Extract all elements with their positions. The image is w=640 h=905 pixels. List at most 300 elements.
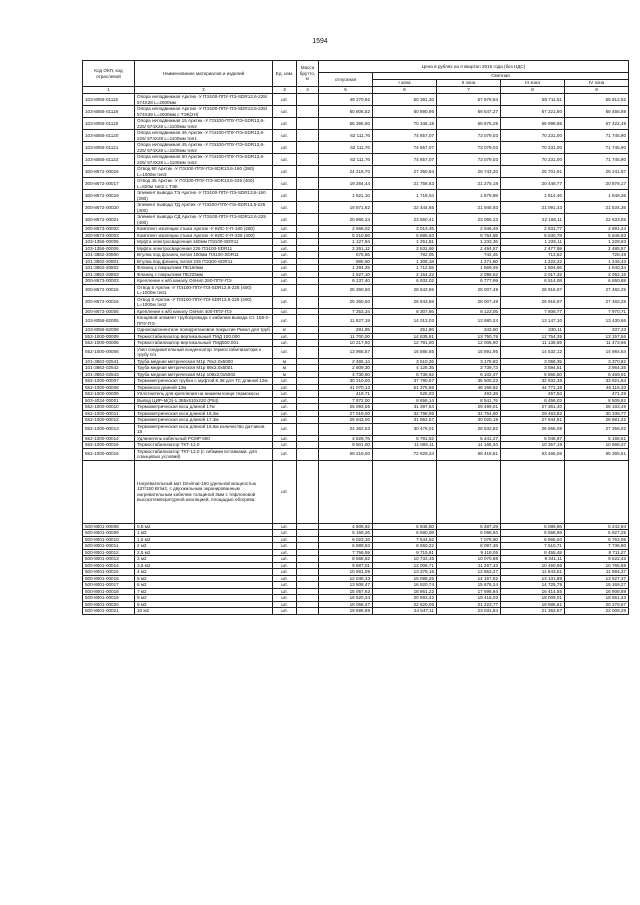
price-zone-2: 6 102,47 <box>437 371 501 378</box>
price-release: 27 019,00 <box>319 410 373 417</box>
price-release: 13 508,47 <box>319 582 373 589</box>
item-unit: шт. <box>273 460 297 523</box>
price-zone-4 <box>565 460 629 523</box>
item-name: Втулка под фланец литая 225 ПЭ100-SDR11 <box>135 258 273 265</box>
price-zone-4: 18 551,43 <box>565 595 629 602</box>
header-mass: Масса брутто, кг <box>297 61 319 87</box>
item-unit: шт. <box>273 582 297 589</box>
table-row <box>83 417 629 424</box>
price-zone-1: 74 657,07 <box>373 154 437 166</box>
item-mass <box>297 448 319 460</box>
item-code: 500-8001-00010 <box>83 536 135 543</box>
price-release: 58 219,00 <box>319 448 373 460</box>
price-zone-3: 65 998,86 <box>501 118 565 130</box>
item-code: 500-8001-00016 <box>83 575 135 582</box>
price-zone-1: 525,03 <box>373 391 437 398</box>
table-row <box>83 365 629 372</box>
price-zone-3: 5 089,66 <box>501 523 565 530</box>
item-unit: шт. <box>273 130 297 142</box>
table-row <box>83 94 629 106</box>
item-name: 2 м2 <box>135 543 273 550</box>
item-code: 500-8001-00017 <box>83 582 135 589</box>
price-zone-4: 3 964,35 <box>565 365 629 372</box>
price-zone-3: 26 558,08 <box>501 423 565 435</box>
item-name: Отвод 90 Арктик -У ПЭ100-ППУ-ПЭ-SDR13,6-160 (280) L=1000м тип3 <box>135 166 273 178</box>
table-row <box>83 404 629 411</box>
item-code: 101-3862-02543 <box>83 371 135 378</box>
price-zone-3: 8 455,48 <box>501 549 565 556</box>
table-row <box>83 226 629 233</box>
price-zone-1: 3 013,45 <box>373 226 437 233</box>
price-zone-2: 73 079,03 <box>437 154 501 166</box>
item-code: 300-8672-00016 <box>83 166 135 178</box>
price-zone-2: 3 178,93 <box>437 358 501 365</box>
price-release: 6 023,16 <box>319 536 373 543</box>
header-name: Наименование материалов и изделий <box>135 61 273 87</box>
price-zone-1: 30 476,01 <box>373 423 437 435</box>
item-unit: шт. <box>273 296 297 308</box>
table-row <box>83 371 629 378</box>
item-name: Термометрическая коса длиной 16,5м количество датчиков 18 <box>135 423 273 435</box>
price-zone-1: 27 350,84 <box>373 166 437 178</box>
table-row <box>83 333 629 340</box>
item-code: 552-1000-00009 <box>83 391 135 398</box>
price-zone-4: 5 827,25 <box>565 530 629 537</box>
price-zone-1: 1 251,81 <box>373 239 437 246</box>
price-zone-2: 13 750,78 <box>437 333 501 340</box>
table-row <box>83 271 629 278</box>
item-name: Термометрическая коса длиной 17,3м <box>135 417 273 424</box>
price-zone-2: 26 743,20 <box>437 166 501 178</box>
price-zone-2: 73 079,03 <box>437 142 501 154</box>
item-code: 500-8001-00009 <box>83 530 135 537</box>
price-zone-2: 21 275,18 <box>437 178 501 190</box>
price-zone-4: 2 891,24 <box>565 226 629 233</box>
price-zone-2: 28 632,92 <box>437 423 501 435</box>
price-zone-1: 16 920,74 <box>373 582 437 589</box>
price-zone-1: 22 444,65 <box>373 202 437 214</box>
price-zone-4: 21 534,36 <box>565 202 629 214</box>
price-zone-3: 11 138,69 <box>501 340 565 347</box>
price-release: 10 681,09 <box>319 569 373 576</box>
price-release: 12 046,33 <box>319 575 373 582</box>
table-row <box>83 448 629 460</box>
item-unit: шт. <box>273 397 297 404</box>
price-zone-4: 471,29 <box>565 391 629 398</box>
table-row <box>83 340 629 347</box>
price-zone-1: 5 791,52 <box>373 435 437 442</box>
price-release: 6 889,53 <box>319 543 373 550</box>
price-zone-2: 6 777,99 <box>437 278 501 285</box>
item-name: 0,5 м2 <box>135 523 273 530</box>
price-zone-2: 59 547,27 <box>437 106 501 118</box>
item-code: 300-8672-00021 <box>83 214 135 226</box>
price-zone-3: 70 231,00 <box>501 142 565 154</box>
price-zone-4: 22 006,29 <box>565 608 629 615</box>
item-code: 500-8001-00018 <box>83 588 135 595</box>
price-zone-2: 5 754,85 <box>437 232 501 239</box>
table-row <box>83 106 629 118</box>
price-zone-2: 13 680,24 <box>437 315 501 327</box>
price-zone-2: 1 233,36 <box>437 239 501 246</box>
price-release: 41 070,13 <box>319 384 373 391</box>
price-zone-3: 16 414,55 <box>501 588 565 595</box>
item-name: Комплект изоляции стыка Арктик -У КИС-У-П-225 (400) <box>135 232 273 239</box>
header-release-price: отпускная <box>319 73 373 87</box>
item-name: 3 м2 <box>135 556 273 563</box>
price-zone-3: 713,62 <box>501 252 565 259</box>
price-release: 8 568,82 <box>319 556 373 563</box>
item-code: 552-1000-00011 <box>83 410 135 417</box>
table-row <box>83 118 629 130</box>
price-zone-1: 1 308,18 <box>373 258 437 265</box>
item-code: 101-3862-20801 <box>83 258 135 265</box>
price-zone-4: 13 527,37 <box>565 575 629 582</box>
item-code: 552-1000-00009 <box>83 333 135 340</box>
page-number: 1594 <box>312 38 328 45</box>
price-release <box>319 460 373 523</box>
item-mass <box>297 284 319 296</box>
price-zone-1: 24 547,11 <box>373 608 437 615</box>
item-code: 300-8673-00003 <box>83 278 135 285</box>
price-zone-3: 1 225,11 <box>501 239 565 246</box>
table-row <box>83 308 629 315</box>
price-table <box>82 60 629 615</box>
item-code: 103-1356-00005 <box>83 239 135 246</box>
price-zone-1: 15 089,26 <box>373 575 437 582</box>
item-unit: шт. <box>273 226 297 233</box>
price-zone-1: 60 890,96 <box>373 106 437 118</box>
price-release: 6 137,40 <box>319 278 373 285</box>
item-unit: шт. <box>273 417 297 424</box>
price-zone-2: 14 157,82 <box>437 575 501 582</box>
price-release: 25 093,55 <box>319 404 373 411</box>
price-zone-3: 26 916,97 <box>501 284 565 296</box>
price-zone-3: 2 477,98 <box>501 245 565 252</box>
price-zone-2: 5 441,27 <box>437 435 501 442</box>
price-zone-1: 2 531,66 <box>373 245 437 252</box>
price-zone-1: 16 885,65 <box>373 346 437 358</box>
item-name: Фланец с покрытием ПЕ160мм <box>135 265 273 272</box>
item-unit: шт. <box>273 448 297 460</box>
column-index-row <box>83 87 629 94</box>
price-zone-3: 21 362,67 <box>501 608 565 615</box>
price-zone-2: 15 876,24 <box>437 582 501 589</box>
price-release: 9 587,01 <box>319 562 373 569</box>
item-code: 552-1000-00012 <box>83 417 135 424</box>
price-release: 18 058,47 <box>319 601 373 608</box>
item-name: Муфта электросварочная 225 ПЭ100-SDR11 <box>135 245 273 252</box>
item-unit: шт. <box>273 232 297 239</box>
item-name: 3,5 м2 <box>135 562 273 569</box>
price-zone-1: 18 861,22 <box>373 588 437 595</box>
price-zone-3: 14 532,12 <box>501 346 565 358</box>
item-mass <box>297 142 319 154</box>
price-zone-3: 63 466,06 <box>501 448 565 460</box>
price-release: 62 111,76 <box>319 130 373 142</box>
item-name: Труба медная метрическая М1р 76х2,0х5000 <box>135 358 273 365</box>
item-code: 552-1000-00008 <box>83 384 135 391</box>
item-code: 500-8001-00019 <box>83 595 135 602</box>
price-zone-4: 30 338,77 <box>565 410 629 417</box>
price-release: 1 627,10 <box>319 271 373 278</box>
item-code: 300-8673-00002 <box>83 226 135 233</box>
price-zone-4: 16 908,89 <box>565 588 629 595</box>
item-mass <box>297 190 319 202</box>
item-code: 103-8055-01115 <box>83 94 135 106</box>
price-zone-4: 71 745,90 <box>565 154 629 166</box>
price-zone-2: 493,28 <box>437 391 501 398</box>
header-zone-4: IV зона <box>565 80 629 87</box>
item-mass <box>297 130 319 142</box>
price-zone-4: 71 745,90 <box>565 130 629 142</box>
price-zone-4: 26 241,87 <box>565 166 629 178</box>
item-name: Опора неподвижная 45 Арктик -У ПЭ100-ППУ-ПЭ-SDR13,6-225/ 574Х28 L=1100мм тип1 <box>135 130 273 142</box>
item-unit: шт. <box>273 378 297 385</box>
price-zone-1: 351,86 <box>373 327 437 334</box>
item-code: 500-8001-00020 <box>83 601 135 608</box>
item-unit: шт. <box>273 569 297 576</box>
price-release: 2 668,02 <box>319 226 373 233</box>
price-release: 62 111,76 <box>319 154 373 166</box>
price-zone-3: 6 514,08 <box>501 278 565 285</box>
price-release: 4 608,92 <box>319 523 373 530</box>
price-release: 5 159,26 <box>319 530 373 537</box>
item-unit: шт. <box>273 190 297 202</box>
item-code: 103-8055-82008 <box>83 327 135 334</box>
price-zone-4: 28 681,42 <box>565 417 629 424</box>
item-code: 103-8055-01121 <box>83 142 135 154</box>
item-code: 500-8001-00013 <box>83 556 135 563</box>
item-name: Комплект изоляции стыка Арктик -У КИС-У-П-160 (280) <box>135 226 273 233</box>
price-zone-3: 12 754,35 <box>501 333 565 340</box>
item-name: 6 м2 <box>135 582 273 589</box>
item-unit: м <box>273 358 297 365</box>
item-mass <box>297 423 319 435</box>
price-zone-4: 5 198,61 <box>565 435 629 442</box>
price-release: 1 294,25 <box>319 265 373 272</box>
item-name: Удлинитель кабельный PCMP 650 <box>135 435 273 442</box>
price-zone-2: 742,45 <box>437 252 501 259</box>
price-zone-4: 10 668,37 <box>565 442 629 449</box>
item-code: 300-8672-00019 <box>83 190 135 202</box>
price-zone-2: 8 123,05 <box>437 308 501 315</box>
price-zone-1: 31 397,64 <box>373 404 437 411</box>
price-release: 2 809,30 <box>319 365 373 372</box>
item-unit: м <box>273 371 297 378</box>
col-index: 6 <box>373 87 437 94</box>
item-code: 500-8001-00014 <box>83 562 135 569</box>
price-release: 13 965,57 <box>319 346 373 358</box>
table-row <box>83 358 629 365</box>
price-zone-4: 20 876,17 <box>565 178 629 190</box>
item-name: Втулка под фланец литая 160мм ПЭ100-SDR11 <box>135 252 273 259</box>
item-unit: шт. <box>273 166 297 178</box>
price-zone-1: 2 154,22 <box>373 271 437 278</box>
price-zone-2: 8 541,76 <box>437 397 501 404</box>
item-code: 101-3862-20803 <box>83 271 135 278</box>
item-unit: шт. <box>273 258 297 265</box>
price-zone-3: 1 222,22 <box>501 258 565 265</box>
table-row <box>83 142 629 154</box>
item-name: Термостабилизатор ТКТ-12,0 (с гибкими вставками, для сланцевых условий) <box>135 448 273 460</box>
price-zone-2: 10 070,88 <box>437 556 501 563</box>
price-release: 25 643,00 <box>319 417 373 424</box>
item-mass <box>297 608 319 615</box>
table-row <box>83 258 629 265</box>
item-unit: шт. <box>273 435 297 442</box>
price-zone-4: 6 469,01 <box>565 371 629 378</box>
table-row <box>83 190 629 202</box>
item-code: 300-8672-00015 <box>83 284 135 296</box>
price-zone-1: 12 781,90 <box>373 340 437 347</box>
price-zone-3: 14 725,79 <box>501 582 565 589</box>
item-name: Термостабилизатор вертикальный ТМД500.001 <box>135 340 273 347</box>
price-zone-2: 5 487,29 <box>437 523 501 530</box>
price-release: 419,71 <box>319 391 373 398</box>
item-code: 552-1000-00014 <box>83 435 135 442</box>
price-release: 16 520,34 <box>319 595 373 602</box>
price-zone-1: 7 644,62 <box>373 536 437 543</box>
item-code: 103-8055-01122 <box>83 154 135 166</box>
price-zone-2: 29 499,01 <box>437 404 501 411</box>
item-code: 552-1000-00013 <box>83 423 135 435</box>
header-zone-2: II зона <box>437 80 501 87</box>
price-zone-1: 74 657,07 <box>373 130 437 142</box>
item-mass <box>297 296 319 308</box>
price-zone-3: 6 565,04 <box>501 536 565 543</box>
price-zone-4: 15 169,27 <box>565 582 629 589</box>
item-unit: шт. <box>273 340 297 347</box>
item-name: Фланец с покрытием ПЕ225мм <box>135 271 273 278</box>
price-zone-4: 2 062,16 <box>565 271 629 278</box>
price-zone-1: 10 733,45 <box>373 556 437 563</box>
price-zone-1: 6 690,08 <box>373 530 437 537</box>
item-unit: кг <box>273 327 297 334</box>
item-name: 1 м2 <box>135 530 273 537</box>
price-zone-2: 57 976,84 <box>437 94 501 106</box>
item-unit: шт. <box>273 608 297 615</box>
price-zone-2: 35 505,23 <box>437 378 501 385</box>
price-zone-3: 5 046,97 <box>501 435 565 442</box>
price-zone-3: 70 231,00 <box>501 154 565 166</box>
item-mass <box>297 118 319 130</box>
table-row <box>83 202 629 214</box>
price-zone-1: 37 790,57 <box>373 378 437 385</box>
item-name: Нагревательный мат Devimat-150 удельной мощностью 137/150 Вт/м2, с двухжильным экранированным нагревательным кабелем толщиной 3мм с тефлоновой высокотемпературной изоляцией, площадью обогрева: <box>135 460 273 523</box>
price-zone-2: 17 696,94 <box>437 588 501 595</box>
price-zone-2: 343,50 <box>437 327 501 334</box>
item-name: Однокомпонентное полиуретановое покрытие Рикол для труб <box>135 327 273 334</box>
price-release: 19 284,44 <box>319 178 373 190</box>
item-unit: шт. <box>273 315 297 327</box>
price-zone-3: 5 658,59 <box>501 530 565 537</box>
price-zone-3: 18 009,01 <box>501 595 565 602</box>
price-release: 11 700,00 <box>319 333 373 340</box>
item-name: Крепление к ж/б каналу ОпНип 400-ППУ-ПЭ <box>135 308 273 315</box>
price-zone-4: 1 246,43 <box>565 258 629 265</box>
price-zone-1: 20 693,42 <box>373 595 437 602</box>
price-zone-2: 1 271,60 <box>437 258 501 265</box>
price-release: 4 730,50 <box>319 371 373 378</box>
price-zone-1: 5 848,50 <box>373 523 437 530</box>
price-zone-4: 11 994,27 <box>565 569 629 576</box>
table-row <box>83 315 629 327</box>
price-zone-4: 14 984,64 <box>565 346 629 358</box>
item-mass <box>297 315 319 327</box>
price-zone-2: 9 118,06 <box>437 549 501 556</box>
price-zone-4: 13 157,56 <box>565 333 629 340</box>
price-zone-2: 11 166,34 <box>437 442 501 449</box>
price-zone-3: 25 701,91 <box>501 166 565 178</box>
price-zone-2: 28 007,49 <box>437 284 501 296</box>
item-code: 101-3862-02541 <box>83 358 135 365</box>
item-name: 9 м2 <box>135 601 273 608</box>
header-zone-1: I зона <box>373 80 437 87</box>
item-unit: шт. <box>273 239 297 246</box>
price-release: 25 360,50 <box>319 296 373 308</box>
table-row <box>83 239 629 246</box>
price-release: 10 217,90 <box>319 340 373 347</box>
price-zone-1: 51 375,86 <box>373 384 437 391</box>
price-zone-2: 2 098,52 <box>437 271 501 278</box>
header-price-title: Цена в рублях на II квартал 2016 года (без НДС) <box>319 61 629 73</box>
item-unit: шт. <box>273 118 297 130</box>
price-zone-2: 48 268,92 <box>437 384 501 391</box>
price-release: 19 596,89 <box>319 608 373 615</box>
item-mass <box>297 166 319 178</box>
col-index: 9 <box>565 87 629 94</box>
item-code: 552-1000-00010 <box>83 404 135 411</box>
item-code: 103-8055-01118 <box>83 106 135 118</box>
price-zone-3: 8 456,03 <box>501 397 565 404</box>
item-code: 101-3862-20802 <box>83 265 135 272</box>
price-zone-3: 13 131,89 <box>501 575 565 582</box>
table-row <box>83 166 629 178</box>
price-release: 62 111,76 <box>319 142 373 154</box>
price-zone-1: 4 128,35 <box>373 365 437 372</box>
price-zone-4: 27 356,02 <box>565 423 629 435</box>
price-zone-4: 7 970,71 <box>565 308 629 315</box>
item-code: 300-8672-00020 <box>83 202 135 214</box>
item-code: 500-8001-00021 <box>83 608 135 615</box>
price-zone-3: 457,53 <box>501 391 565 398</box>
table-row <box>83 423 629 435</box>
price-zone-3: 3 058,35 <box>501 358 565 365</box>
item-code: 552-1000-00015 <box>83 442 135 449</box>
price-zone-1: 9 715,61 <box>373 549 437 556</box>
price-release: 24 215,70 <box>319 166 373 178</box>
table-row <box>83 442 629 449</box>
item-code: 103-8055-01120 <box>83 130 135 142</box>
price-release: 56 366,90 <box>319 118 373 130</box>
price-zone-3: 1 614,46 <box>501 190 565 202</box>
price-zone-1: 3 510,26 <box>373 358 437 365</box>
item-unit: шт. <box>273 562 297 569</box>
item-mass <box>297 106 319 118</box>
table-header <box>83 61 629 94</box>
price-zone-3: 44 771,18 <box>501 384 565 391</box>
price-zone-3: 70 231,00 <box>501 130 565 142</box>
item-unit: шт. <box>273 252 297 259</box>
price-zone-1: 22 620,06 <box>373 601 437 608</box>
price-zone-1: 8 650,22 <box>373 543 437 550</box>
price-release: 7 756,59 <box>319 549 373 556</box>
item-name: Термокоса длиной 13м <box>135 384 273 391</box>
price-zone-2: 8 097,48 <box>437 543 501 550</box>
header-zone-3: III зона <box>501 80 565 87</box>
item-unit: шт. <box>273 523 297 530</box>
